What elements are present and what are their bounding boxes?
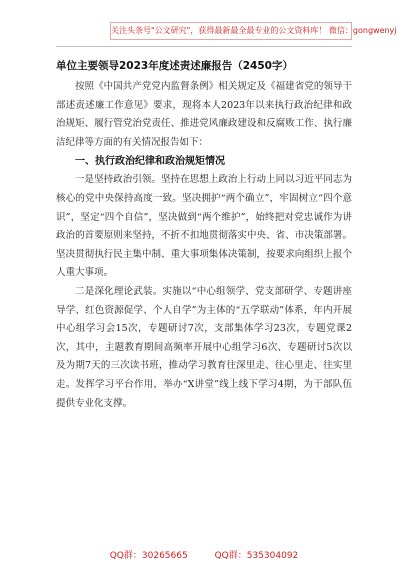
document-body	[56, 58, 352, 413]
header-divider	[56, 46, 352, 47]
footer-qq-group-1: QQ群：30265665	[109, 551, 188, 561]
footer-qq-group-2: QQ群：535304092	[214, 551, 299, 561]
section-heading-political-discipline: 一、执行政治纪律和政治规矩情况	[75, 156, 225, 168]
document-title: 单位主要领导2023年度述责述廉报告（2450字）	[56, 60, 293, 72]
footer	[0, 548, 408, 561]
paragraph-theory-study: 二是深化理论武装。实施以“中心组领学、党支部研学、专题讲座导学、红色资源促学、个人自学”为主体的“五学联动”体系，年内开展中心组学习会15次，专题研讨7次，支部集体学习23次，专题党课2次，其中，主题教育期间高频率开展中心组学习6次、专题研讨5次以及为期7天的三次读书班，推动学习教育往深里走、往心里走、往实里走。发挥学习平台作用，举办“X讲堂”线上线下学习4期，为干部队伍提供专业化支撑。	[56, 285, 352, 409]
header-banner: 关注头条号"公文研究"，获得最新最全最专业的公文资料库！ 微信：gongwenyj	[110, 22, 352, 40]
paragraph-political-guidance: 一是坚持政治引领。坚持在思想上政治上行动上同以习近平同志为核心的党中央保持高度一致。坚决拥护“两个确立”，牢固树立“四个意识”，坚定“四个自信”，坚决做到“两个维护”，始终把对党忠诚作为讲政治的首要原则来坚持，不折不扣地贯彻落实中央、省、市决策部署。坚决贯彻执行民主集中制、重大事项集体决策制，按要求向组织上报个人重大事项。	[56, 174, 352, 279]
intro-paragraph: 按照《中国共产党党内监督条例》相关规定及《福建省党的领导干部述责述廉工作意见》要求，现将本人2023年以来执行政治纪律和政治规矩、履行管党治党责任、推进党风廉政建设和反腐败工作、执行廉洁纪律等方面的有关情况报告如下：	[56, 81, 352, 148]
